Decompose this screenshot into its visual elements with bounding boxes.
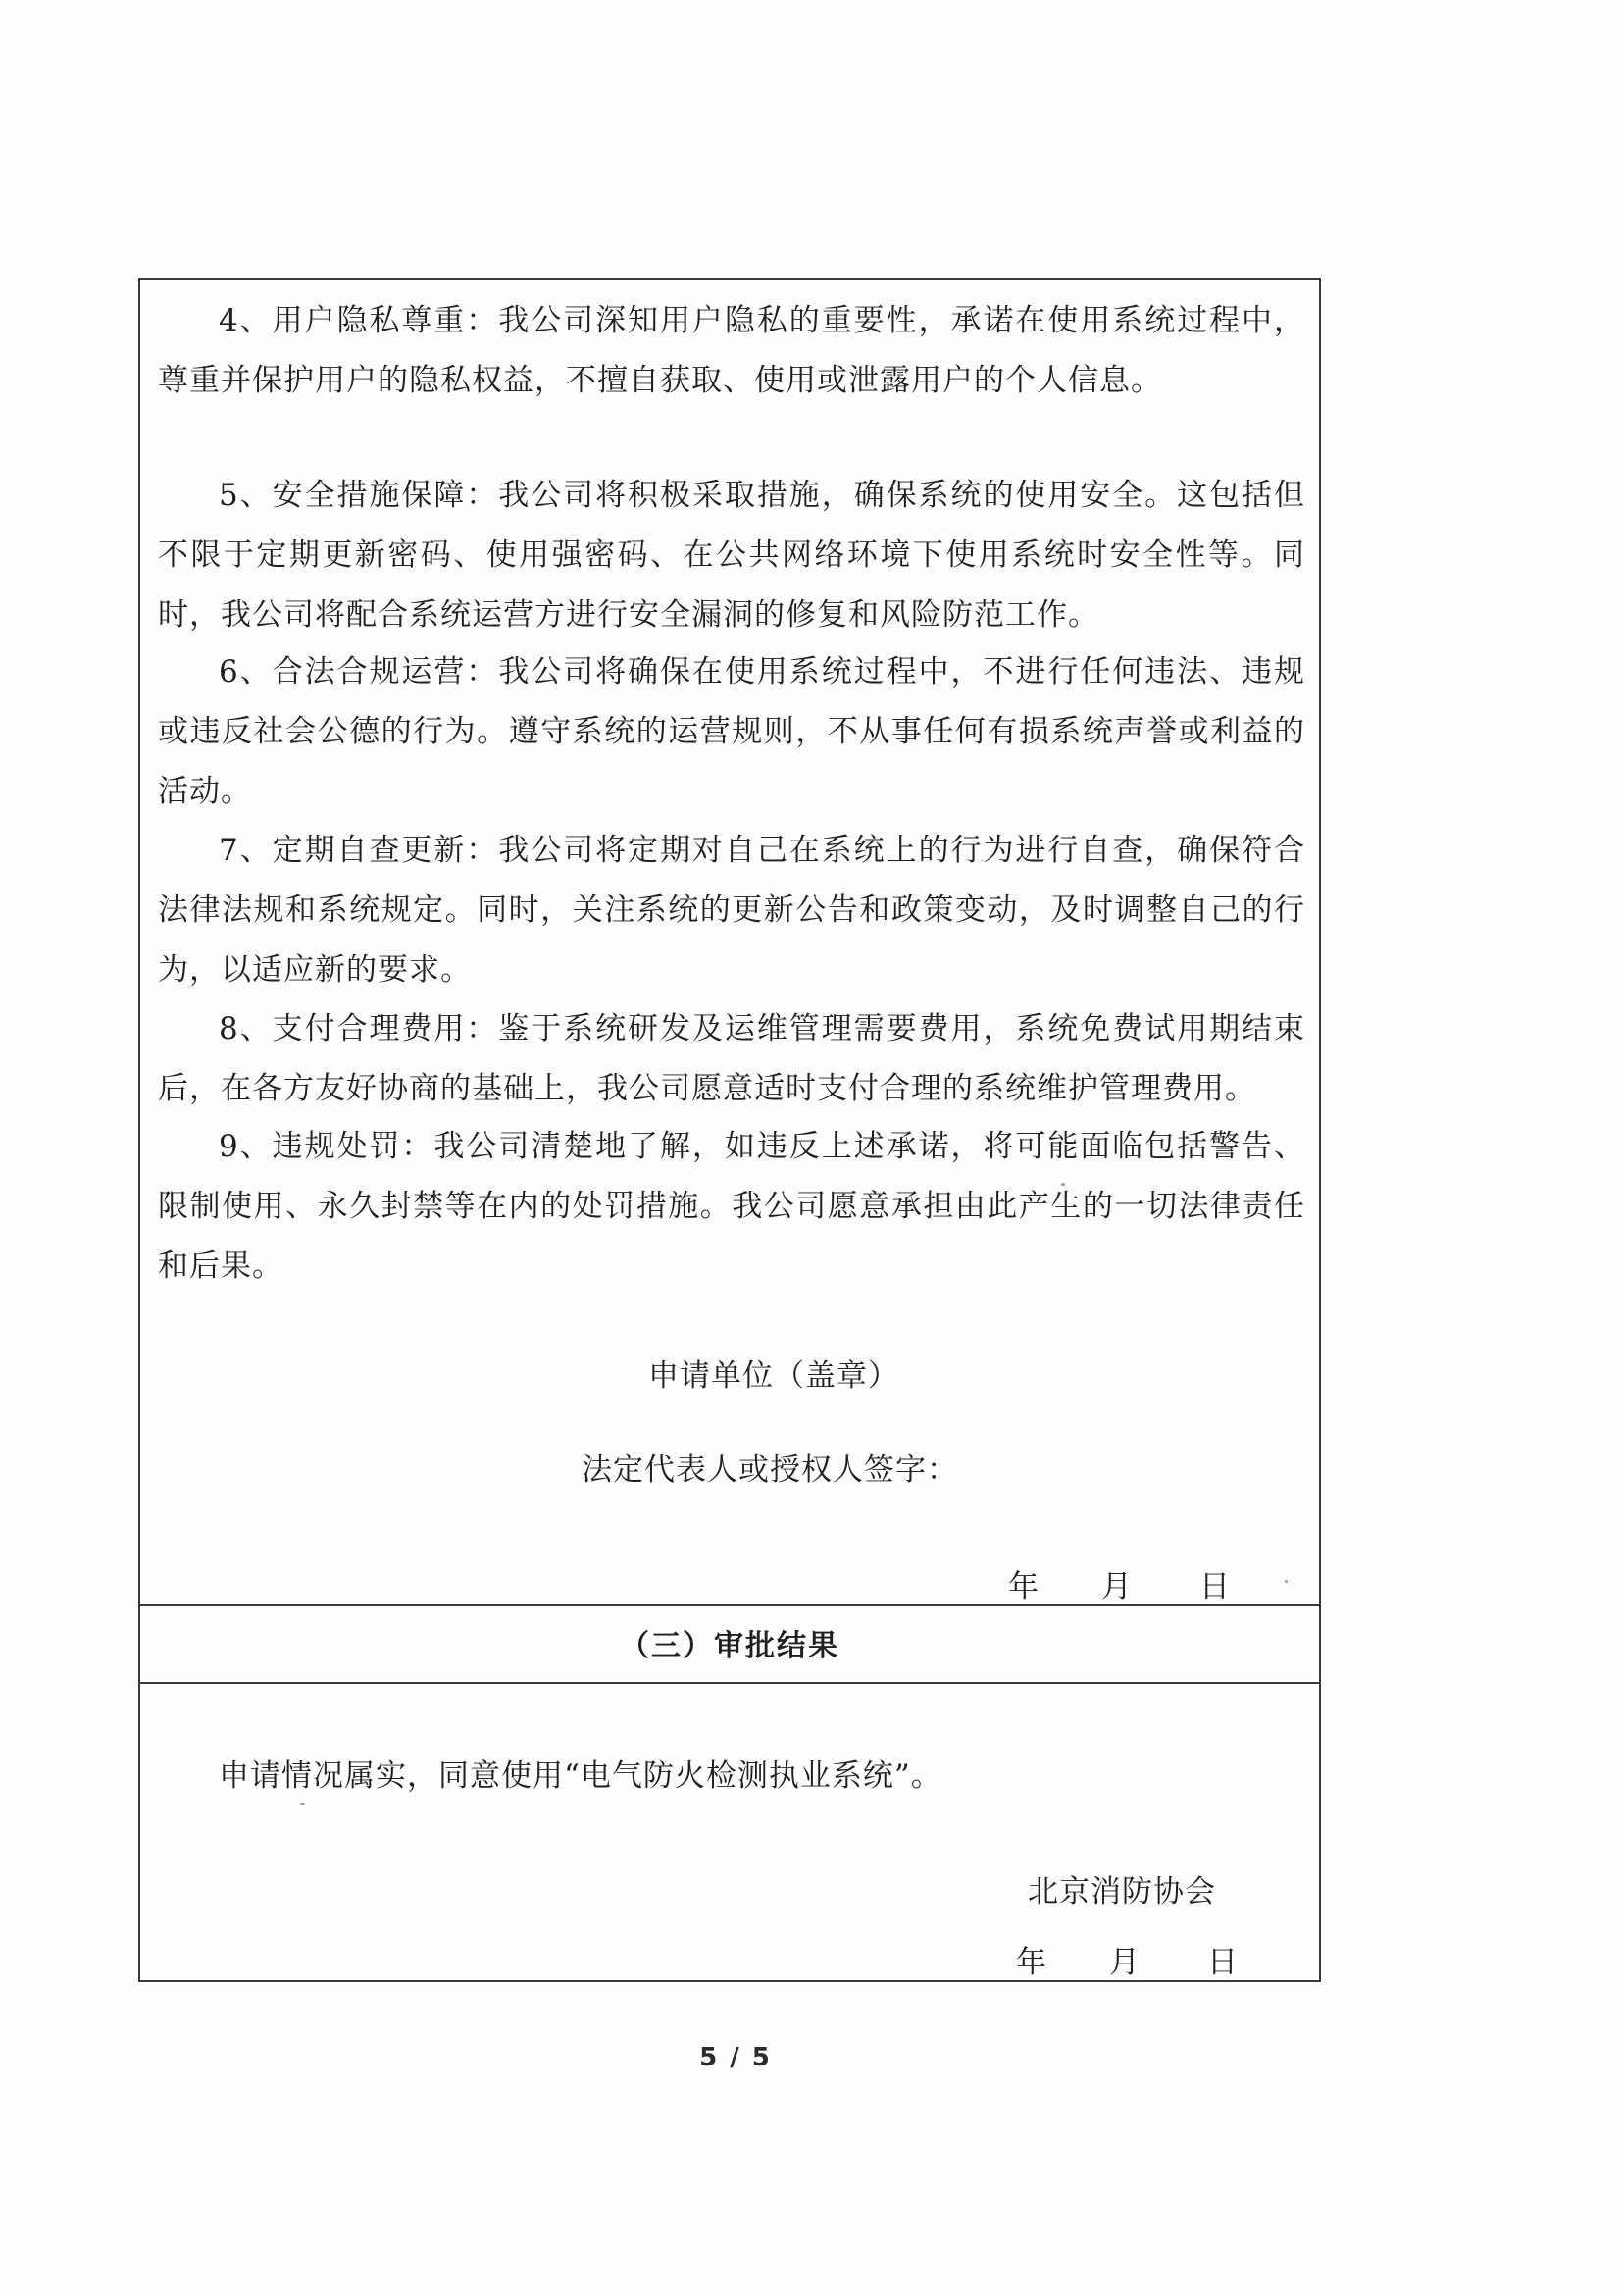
page-number: 5 / 5 [699,2043,772,2072]
commitment-item-8: 8、支付合理费用：鉴于系统研发及运维管理需要费用，系统免费试用期结束后，在各方友好协商的基础上，我公司愿意适时支付合理的系统维护管理费用。 [158,1011,1305,1106]
approval-result-text: 申请情况属实，同意使用“电气防火检测执业系统”。 [219,1759,942,1794]
commitment-item-5: 5、安全措施保障：我公司将积极采取措施，确保系统的使用安全。这包括但不限于定期更新密码、使用强密码、在公共网络环境下使用系统时安全性等。同时，我公司将配合系统运营方进行安全漏洞的修复和风险防范工作。 [158,478,1305,633]
approval-organization: 北京消防协会 [1028,1874,1216,1910]
table-divider [140,1682,1319,1684]
applicant-unit-label: 申请单位（盖章） [648,1358,899,1394]
applicant-date-month: 月 [1101,1569,1132,1605]
approval-section-title: （三）审批结果 [620,1629,839,1663]
commitment-item-4: 4、用户隐私尊重：我公司深知用户隐私的重要性，承诺在使用系统过程中，尊重并保护用户的隐私权益，不擅自获取、使用或泄露用户的个人信息。 [158,303,1305,398]
commitment-item-9: 9、违规处罚：我公司清楚地了解，如违反上述承诺，将可能面临包括警告、限制使用、永久封禁等在内的处罚措施。我公司愿意承担由此产生的一切法律责任和后果。 [158,1129,1305,1284]
applicant-date-year: 年 [1008,1569,1039,1605]
approval-date-day: 日 [1207,1945,1238,1980]
commitment-section [140,280,1319,1604]
approval-date-month: 月 [1109,1945,1140,1980]
approval-date-year: 年 [1016,1945,1046,1980]
signature-label: 法定代表人或授权人签字： [582,1453,958,1488]
commitment-form-table [138,278,1321,1982]
applicant-date-day: 日 [1199,1569,1230,1605]
commitment-item-6: 6、合法合规运营：我公司将确保在使用系统过程中，不进行任何违法、违规或违反社会公德的行为。遵守系统的运营规则，不从事任何有损系统声誉或利益的活动。 [158,654,1305,809]
commitment-item-7: 7、定期自查更新：我公司将定期对自己在系统上的行为进行自查，确保符合法律法规和系统规定。同时，关注系统的更新公告和政策变动，及时调整自己的行为，以适应新的要求。 [158,833,1305,988]
